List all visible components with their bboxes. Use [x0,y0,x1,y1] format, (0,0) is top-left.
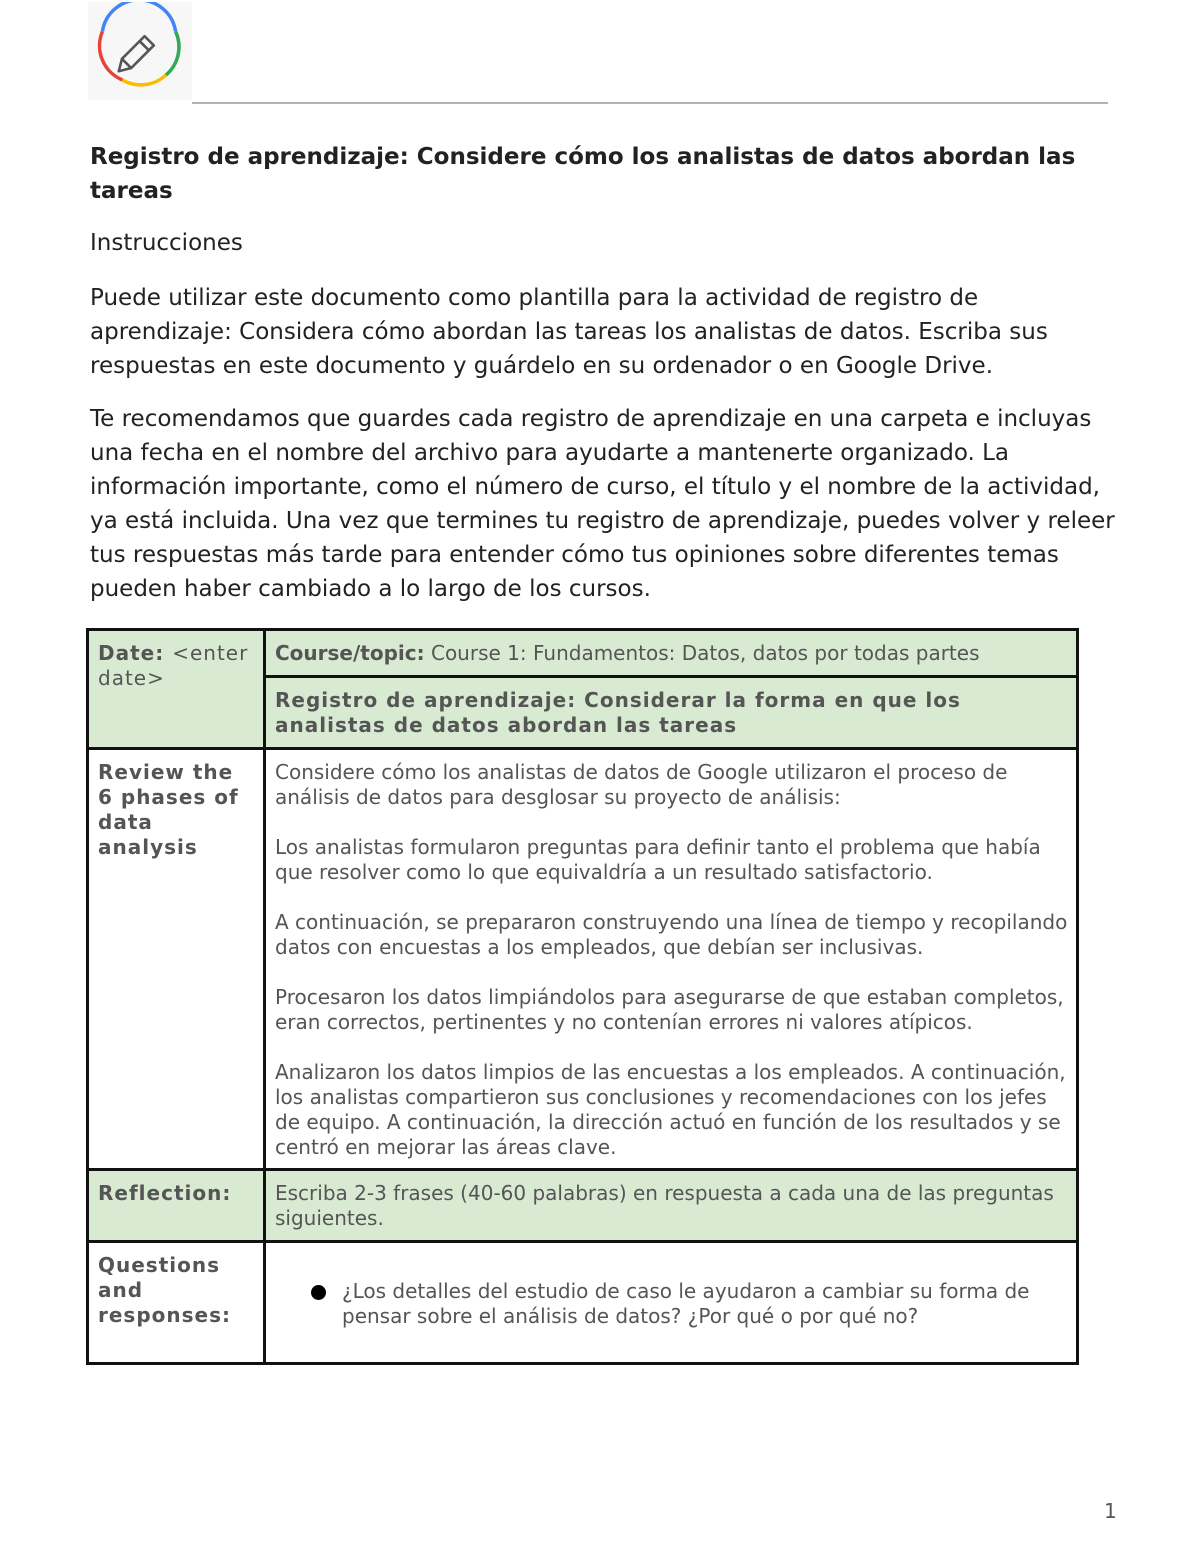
review-paragraph: Los analistas formularon preguntas para definir tanto el problema que había que resolver como lo que equivaldría a un resultado satisfactorio. [275,835,1041,884]
pencil-icon [88,2,192,100]
questions-cell[interactable] [265,1242,1078,1364]
recommendation-paragraph: Te recomendamos que guardes cada registro de aprendizaje en una carpeta e incluyas una fecha en el nombre del archivo para ayudarte a mantenerte organizado. La información importante, como el número de curso, el título y el nombre de la actividad, ya está incluida. Una vez que termines tu registro de aprendizaje, puedes volver y releer tus respuestas más tarde para entender cómo tus opiniones sobre diferentes temas pueden haber cambiado a lo largo de los cursos. [90,406,1115,602]
instructions-paragraph: Puede utilizar este documento como plantilla para la actividad de registro de aprendizaje: Considera cómo abordan las tareas los analistas de datos. Escriba sus respuestas en este documento y guárdelo en su ordenador o en Google Drive. [90,285,1048,379]
course-label: Course/topic: [275,641,425,665]
review-label: Review the 6 phases of data analysis [88,749,265,1170]
reflection-text: Escriba 2-3 frases (40-60 palabras) en respuesta a cada una de las preguntas siguientes. [265,1170,1078,1242]
review-paragraph: A continuación, se prepararon construyendo una línea de tiempo y recopilando datos con encuestas a los empleados, que debían ser inclusivas. [275,910,1068,959]
bullet-icon [311,1285,326,1300]
learning-log-table [86,628,1079,1365]
question-text: ¿Los detalles del estudio de caso le ayudaron a cambiar su forma de pensar sobre el análisis de datos? ¿Por qué o por qué no? [342,1279,1030,1328]
activity-title: Registro de aprendizaje: Considerar la forma en que los analistas de datos abordan las tareas [265,677,1078,749]
document-title: Registro de aprendizaje: Considere cómo los analistas de datos abordan las tareas [90,144,1076,204]
instructions-heading: Instrucciones [90,230,243,256]
date-label: Date: [98,641,165,665]
questions-label: Questions and responses: [88,1242,265,1364]
review-description [265,749,1078,1170]
review-paragraph: Analizaron los datos limpios de las encuestas a los empleados. A continuación, los analistas compartieron sus conclusiones y recomendaciones con los jefes de equipo. A continuación, la dirección actuó en función de los resultados y se centró en mejorar las áreas clave. [275,1060,1066,1159]
course-cell [265,630,1078,677]
review-paragraph: Considere cómo los analistas de datos de Google utilizaron el proceso de análisis de datos para desglosar su proyecto de análisis: [275,760,1008,809]
date-cell [88,630,265,749]
page-number: 1 [1104,1499,1117,1523]
header-divider [192,102,1108,104]
course-value: Course 1: Fundamentos: Datos, datos por todas partes [430,641,980,665]
review-paragraph: Procesaron los datos limpiándolos para asegurarse de que estaban completos, eran correctos, pertinentes y no contenían errores ni valores atípicos. [275,985,1064,1034]
date-field[interactable]: <enter date> [98,641,249,690]
question-item [275,1253,1068,1353]
reflection-label: Reflection: [88,1170,265,1242]
logo [88,2,192,100]
